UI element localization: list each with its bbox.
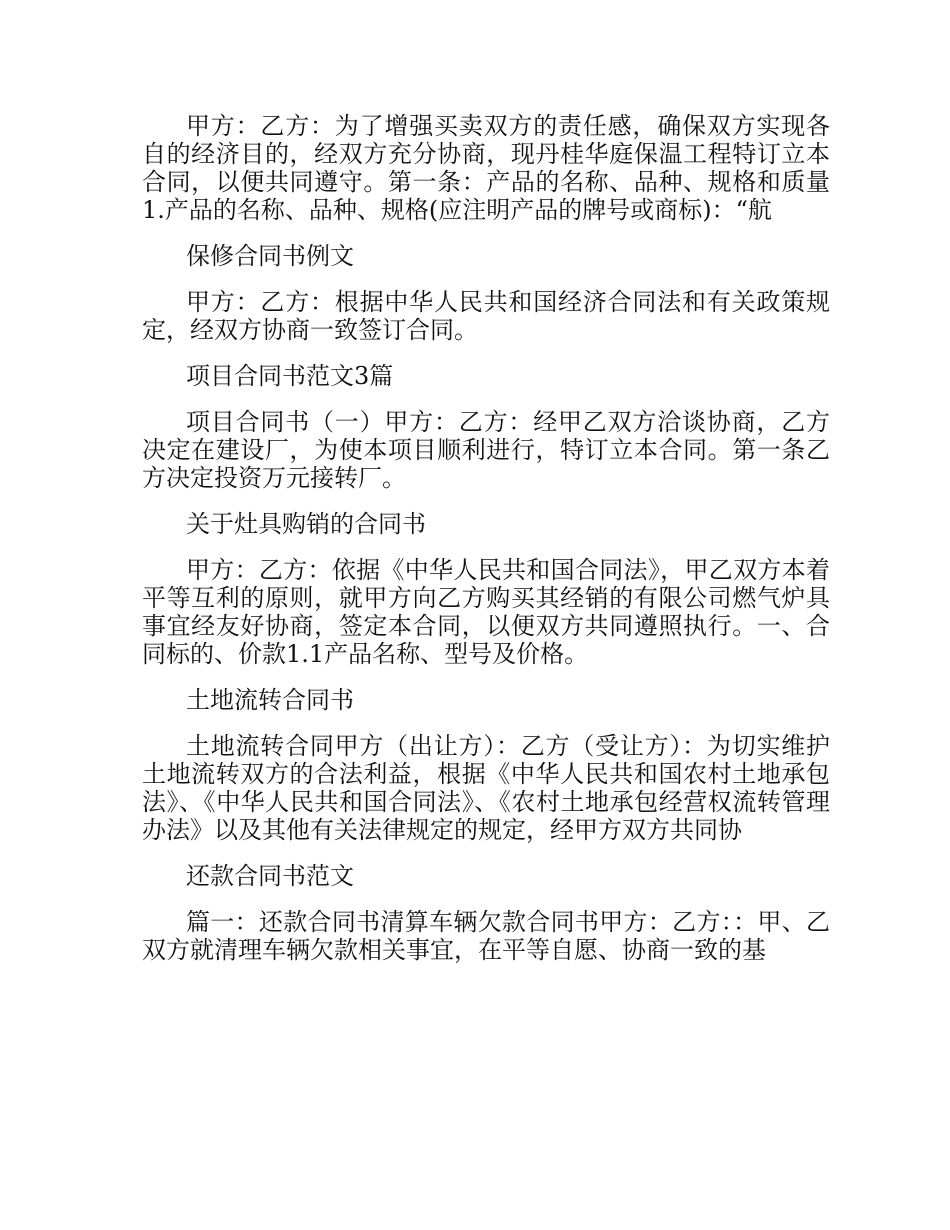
section-heading: 还款合同书范文 xyxy=(186,862,354,890)
paragraph: 土地流转合同甲方（出让方）：乙方（受让方）：为切实维护土地流转双方的合法利益，根据《中华人民共和国农村土地承包法》、《中华人民共和国合同法》、《农村土地承包经营权流转管理办法》以及其他有关法律规定的规定，经甲方双方共同协 xyxy=(142,732,830,844)
paragraph: 项目合同书（一）甲方：乙方：经甲乙双方洽谈协商，乙方决定在建设厂，为使本项目顺利进行，特订立本合同。第一条乙方决定投资万元接转厂。 xyxy=(142,408,830,492)
section-heading: 关于灶具购销的合同书 xyxy=(186,510,426,538)
paragraph: 甲方：乙方：依据《中华人民共和国合同法》，甲乙双方本着平等互利的原则，就甲方向乙方购买其经销的有限公司燃气炉具事宜经友好协商，签定本合同，以便双方共同遵照执行。一、合同标的、价款1.1产品名称、型号及价格。 xyxy=(142,556,830,668)
paragraph: 篇一：还款合同书清算车辆欠款合同书甲方：乙方：：甲、乙双方就清理车辆欠款相关事宜，在平等自愿、协商一致的基 xyxy=(142,908,830,964)
paragraph: 甲方：乙方：根据中华人民共和国经济合同法和有关政策规定，经双方协商一致签订合同。 xyxy=(142,288,830,344)
paragraph: 甲方：乙方：为了增强买卖双方的责任感，确保双方实现各自的经济目的，经双方充分协商，现丹桂华庭保温工程特订立本合同，以便共同遵守。第一条：产品的名称、品种、规格和质量1.产品的名称、品种、规格(应注明产品的牌号或商标)：“航 xyxy=(142,112,830,224)
section-heading: 土地流转合同书 xyxy=(186,686,354,714)
section-heading: 保修合同书例文 xyxy=(186,242,354,270)
section-heading: 项目合同书范文3篇 xyxy=(186,362,394,390)
document-body xyxy=(142,112,830,982)
